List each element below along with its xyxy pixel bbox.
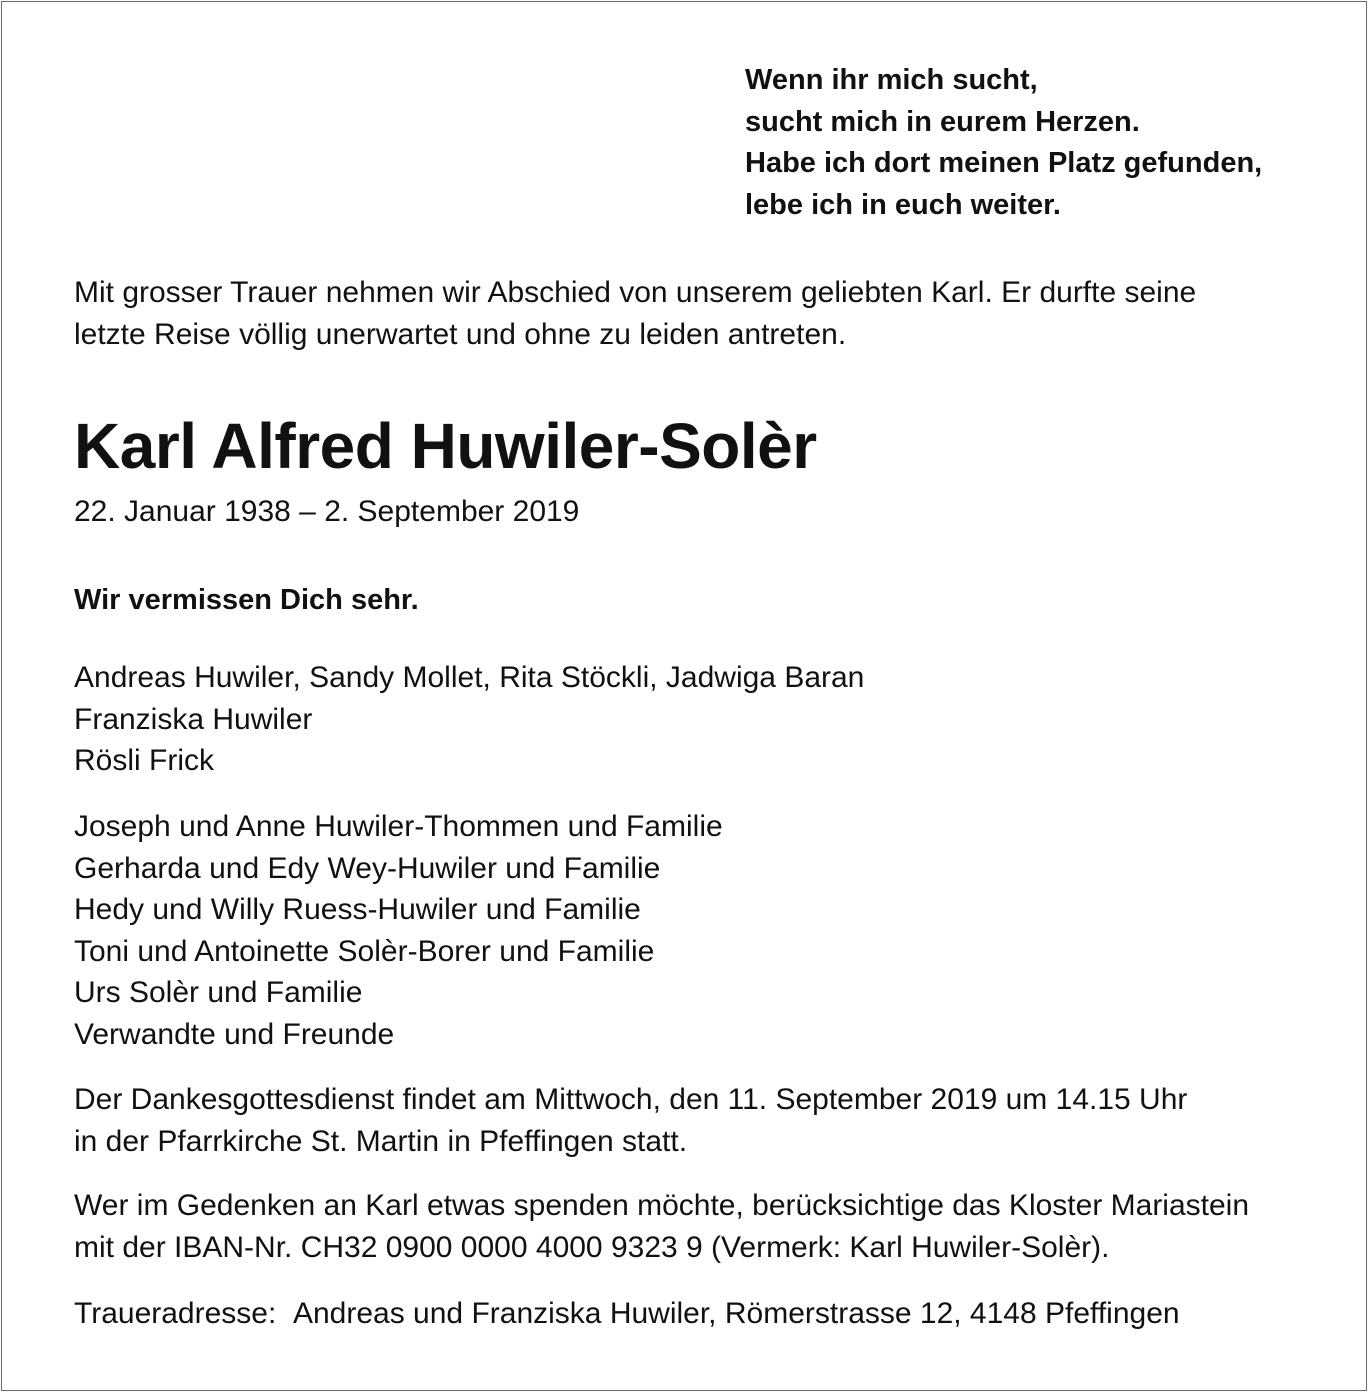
poem-line: Wenn ihr mich sucht, — [745, 64, 1038, 96]
donation-paragraph — [74, 1185, 1249, 1268]
address-label: Traueradresse: — [74, 1297, 277, 1330]
deceased-name: Karl Alfred Huwiler-Solèr — [74, 410, 817, 482]
mourner-line: Gerharda und Edy Wey-Huwiler und Familie — [74, 851, 661, 885]
mourner-line: Joseph und Anne Huwiler-Thommen und Familie — [74, 810, 723, 843]
mourner-line: Rösli Frick — [74, 744, 214, 777]
address-value: Andreas und Franziska Huwiler, Römerstrasse 12, 4148 Pfeffingen — [292, 1297, 1180, 1330]
mourner-line: Andreas Huwiler, Sandy Mollet, Rita Stöckli, Jadwiga Baran — [74, 661, 865, 694]
service-line: in der Pfarrkirche St. Martin in Pfeffingen statt. — [74, 1124, 688, 1158]
poem-block — [745, 60, 1262, 226]
poem-line: lebe ich in euch weiter. — [745, 188, 1061, 221]
service-paragraph — [74, 1079, 1187, 1162]
mourner-line: Hedy und Willy Ruess-Huwiler und Familie — [74, 893, 641, 926]
close-family-list — [74, 657, 864, 782]
mourner-line: Franziska Huwiler — [74, 702, 313, 736]
obituary-notice — [1, 1, 1367, 1391]
poem-line: Habe ich dort meinen Platz gefunden, — [745, 147, 1263, 179]
donation-line: mit der IBAN-Nr. CH32 0900 0000 4000 9323 9 (Vermerk: Karl Huwiler-Solèr). — [74, 1230, 1110, 1264]
intro-line: letzte Reise völlig unerwartet und ohne zu leiden antreten. — [74, 317, 847, 351]
donation-line: Wer im Gedenken an Karl etwas spenden möchte, berücksichtige das Kloster Mariastein — [74, 1189, 1250, 1222]
mourner-line: Urs Solèr und Familie — [74, 976, 363, 1009]
mourning-address — [74, 1293, 1180, 1335]
mourner-line: Toni und Antoinette Solèr-Borer und Familie — [74, 934, 655, 968]
poem-line: sucht mich in eurem Herzen. — [745, 105, 1140, 138]
service-line: Der Dankesgottesdienst findet am Mittwoch, den 11. September 2019 um 14.15 Uhr — [74, 1083, 1188, 1116]
intro-paragraph — [74, 272, 1196, 355]
intro-line: Mit grosser Trauer nehmen wir Abschied von unserem geliebten Karl. Er durfte seine — [74, 276, 1197, 309]
extended-family-list — [74, 806, 723, 1055]
mourner-line: Verwandte und Freunde — [74, 1017, 395, 1051]
life-dates: 22. Januar 1938 – 2. September 2019 — [74, 495, 580, 528]
farewell-message: Wir vermissen Dich sehr. — [74, 584, 419, 616]
